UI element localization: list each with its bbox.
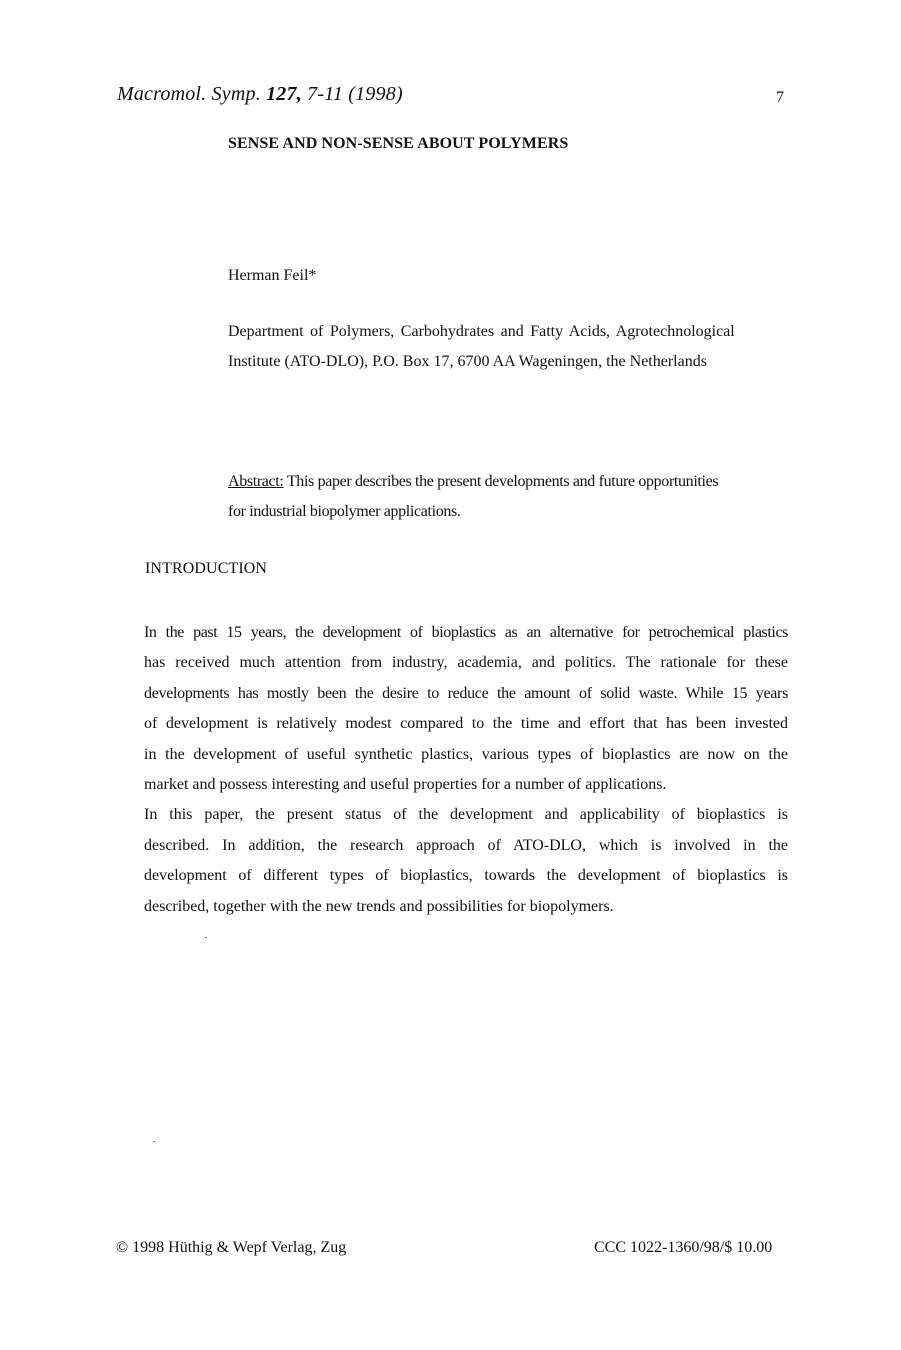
author-affiliation [228,317,788,377]
affiliation-line: Institute (ATO-DLO), P.O. Box 17, 6700 AA Wageningen, the Netherlands [228,353,707,370]
journal-volume: 127, [266,83,302,105]
author-name: Herman Feil* [228,267,317,284]
section-heading-introduction: INTRODUCTION [145,560,268,577]
abstract-text-1: This paper describes the present developments and future opportunities [286,473,719,490]
affiliation-line: Department of Polymers, Carbohydrates and Fatty Acids, Agrotechnological [228,323,735,340]
body-line: described, together with the new trends and possibilities for biopolymers. [144,897,614,915]
body-line: development of different types of bioplastics, towards the development of bioplastics is [144,867,788,885]
footer-ccc-code: CCC 1022-1360/98/$ 10.00 [594,1239,773,1256]
scan-speck [153,1141,155,1142]
abstract [228,467,790,527]
body-line: developments has mostly been the desire to reduce the amount of solid waste. While 15 years [144,684,788,702]
body-line: has received much attention from industry, academia, and politics. The rationale for these [144,654,788,672]
page-number: 7 [776,89,784,106]
body-line: in the development of useful synthetic plastics, various types of bioplastics are now on the [144,745,788,763]
abstract-text-2: for industrial biopolymer applications. [228,503,461,520]
journal-reference [117,83,403,106]
body-line: In the past 15 years, the development of bioplastics as an alternative for petrochemical plastics [144,624,788,641]
paper-title: SENSE AND NON-SENSE ABOUT POLYMERS [228,135,569,152]
scan-speck [205,937,207,938]
footer-copyright: © 1998 Hüthig & Wepf Verlag, Zug [116,1239,347,1256]
journal-pages-year: 7-11 (1998) [307,83,403,105]
abstract-line [228,467,790,497]
body-line: of development is relatively modest compared to the time and effort that has been invested [144,715,788,733]
body-line: In this paper, the present status of the development and applicability of bioplastics is [144,806,788,824]
abstract-label: Abstract: [228,473,284,490]
introduction-body [144,618,788,922]
journal-name: Macromol. Symp. [117,83,261,105]
body-line: market and possess interesting and useful properties for a number of applications. [144,775,667,793]
body-line: described. In addition, the research approach of ATO-DLO, which is involved in the [144,836,788,854]
